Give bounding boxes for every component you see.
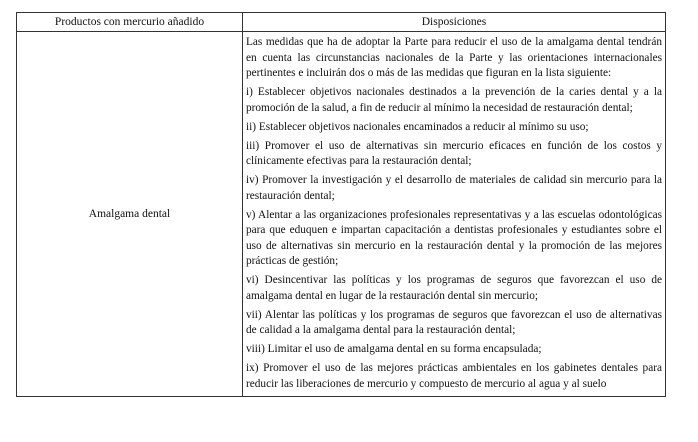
provision-item: ix) Promover el uso de las mejores prácticas ambientales en los gabinetes dentales para reducir las liberaciones de mercurio y compuesto de mercurio al agua y al suelo [246, 362, 662, 390]
provisions-table [16, 12, 666, 397]
provision-item: i) Establecer objetivos nacionales destinados a la prevención de la caries dental y a la promoción de la salud, a fin de reducir al mínimo la necesidad de restauración dental; [246, 86, 662, 114]
provision-item: vi) Desincentivar las políticas y los programas de seguros que favorezcan el uso de amalgama dental en lugar de la restauración dental sin mercurio; [246, 274, 662, 302]
provision-item: iv) Promover la investigación y el desarrollo de materiales de calidad sin mercurio para la restauración dental; [246, 174, 662, 202]
provision-item: iii) Promover el uso de alternativas sin mercurio eficaces en función de los costos y clínicamente efectivas para la restauración dental; [246, 139, 662, 167]
provision-item: v) Alentar a las organizaciones profesionales representativas y a las escuelas odontológicas para que eduquen e impartan capacitación a dentistas profesionales y estudiantes sobre el uso de alternativas sin mercurio en la restauración dental y la promoción de las mejores prácticas de gestión; [246, 208, 662, 267]
table-header-row [17, 13, 666, 32]
provision-item: viii) Limitar el uso de amalgama dental en su forma encapsulada; [246, 343, 542, 355]
product-cell: Amalgama dental [17, 32, 243, 397]
provision-intro: Las medidas que ha de adoptar la Parte para reducir el uso de la amalgama dental tendrán en cuenta las circunstancias nacionales de la Parte y las orientaciones internacionales pertinentes e incluirán dos o más de las medidas que figuran en la lista siguiente: [246, 36, 662, 79]
provisions-cell [243, 32, 666, 397]
provision-item: ii) Establecer objetivos nacionales encaminados a reducir al mínimo su uso; [246, 120, 589, 133]
header-provisions: Disposiciones [243, 13, 666, 32]
header-products: Productos con mercurio añadido [17, 13, 243, 32]
table-row [17, 32, 666, 397]
provision-item: vii) Alentar las políticas y los programas de seguros que favorezcan el uso de alternativas de calidad a la amalgama dental para la restauración dental; [246, 308, 662, 336]
